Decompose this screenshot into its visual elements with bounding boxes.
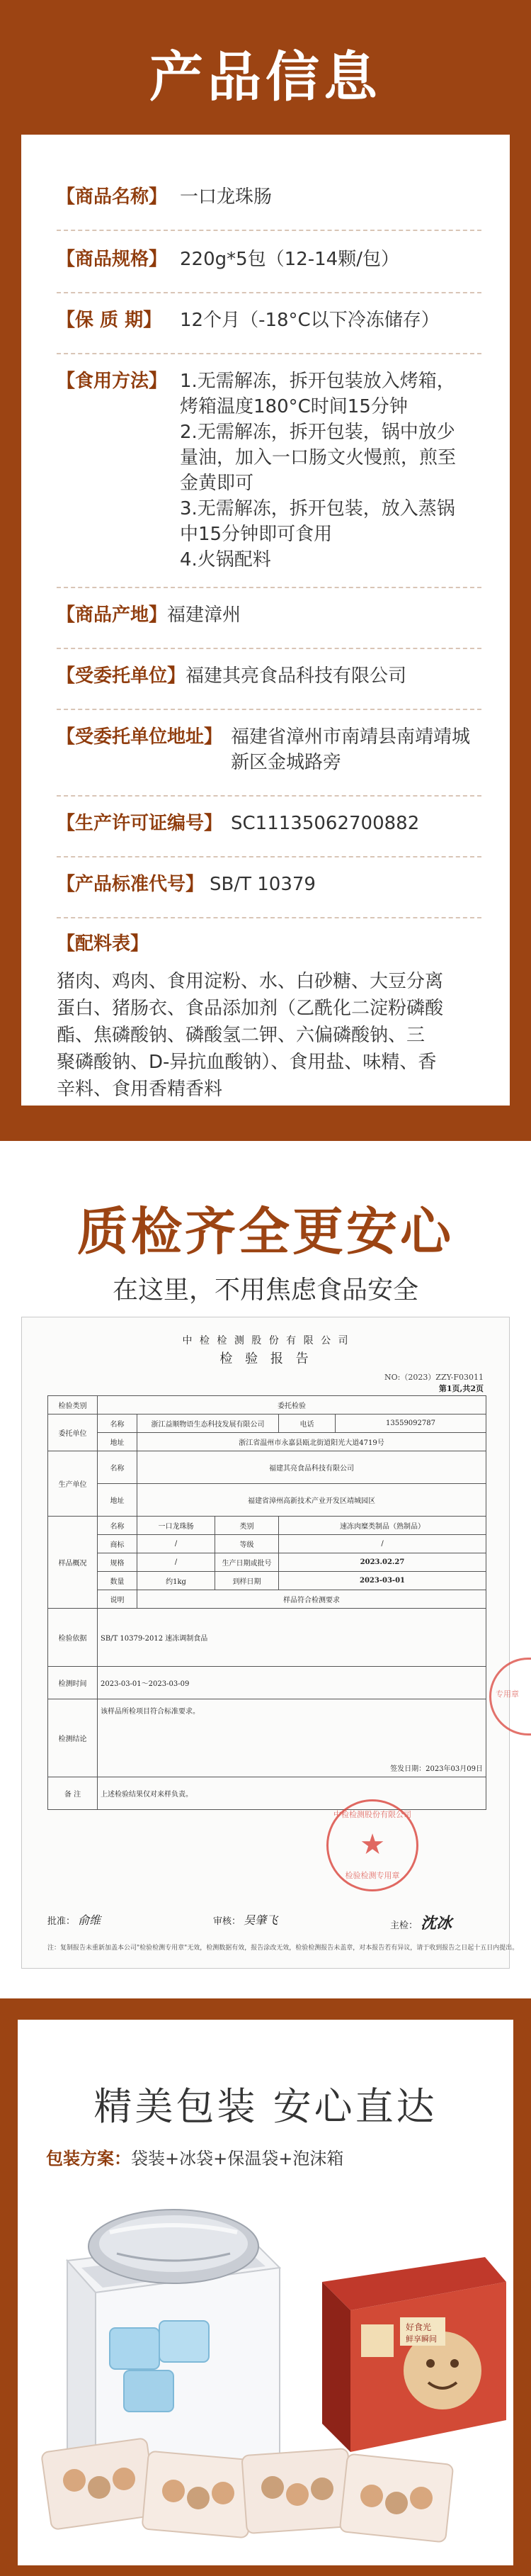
report-footnote: 注：复制报告未重新加盖本公司"检验检测专用章"无效，检测数据有效，报告涂改无效，检验检测报告未盖章，对本报告若有异议，请于收到报告之日起十五日内提出。: [47, 1945, 519, 1952]
approver-signature: 批准： 俞维: [47, 1913, 101, 1927]
divider: [57, 856, 481, 857]
quality-title: 质检齐全更安心: [76, 1202, 454, 1261]
box-sublabel: 鲜享瞬间: [406, 2334, 437, 2344]
info-key: 【商品规格】: [57, 249, 168, 270]
report-number: NO:（2023）ZZY-F03011: [384, 1373, 484, 1382]
divider: [57, 709, 481, 710]
divider: [57, 917, 481, 918]
inspection-report-image: [21, 1317, 519, 1969]
report-table: 检验类别 委托检验 委托单位 名称 浙江益顺物语生态科技发展有限公司 电话 13559092787 地址 浙江省温州市永嘉县瓯北街道阳光大道4719号 生产单位 名称 福建其亮食品科技有限公司 地址 福建省漳州高新技术产业开发区靖城园区 样品概况 名称 一口龙珠肠 类别 速冻肉糜类制品（熟制品） 商标 / 等级 / 规格 / 生产日期或批号 2023.02.27 数量 约1kg 到样日期 2023-03-01 说明 样品符合检测要求 检验依据 SB/T 10379-2012 速冻调制食品 检测时间 2023-03-01～2023-03-09 检测结论 该样品所检项目符合标准要求。 签发日期：2023年03月09日 备 注 上述检验结果仅对来样负责。: [47, 1395, 486, 1810]
divider: [57, 292, 481, 293]
info-value: 一口龙珠肠: [180, 186, 273, 208]
info-key: 【生产许可证编号】: [57, 813, 223, 834]
info-value: 福建漳州: [167, 604, 241, 626]
ingredients-key: 【配料表】: [57, 933, 149, 955]
reviewer-signature: 审核： 吴肇飞: [213, 1913, 278, 1927]
product-info-card: [21, 135, 510, 1106]
info-key: 【保 质 期】: [57, 310, 162, 331]
info-value: 220g*5包（12-14颗/包）: [180, 249, 399, 270]
packaging-scheme: 包装方案：袋装+冰袋+保温袋+泡沫箱: [46, 2149, 344, 2169]
packaging-card: [18, 2020, 513, 2565]
insulation-bag-image: [88, 2210, 258, 2283]
packaging-illustration: [18, 2176, 513, 2565]
info-key: 【受委托单位地址】: [57, 726, 223, 748]
info-value: SC11135062700882: [231, 813, 420, 834]
info-key: 【产品标准代号】: [57, 874, 205, 895]
quality-subtitle: 在这里，不用焦虑食品安全: [112, 1276, 418, 1305]
info-key: 【商品名称】: [57, 186, 168, 208]
product-info-title: 产品信息: [149, 45, 382, 108]
ingredients-text: 猪肉、鸡肉、食用淀粉、水、白砂糖、大豆分离 蛋白、猪肠衣、食品添加剂（乙酰化二淀粉磷酸 酯、焦磷酸钠、磷酸氢二钾、六偏磷酸钠、三 聚磷酸钠、D-异抗血酸钠）、食用盐、味精、香 辛料、食用香精香料: [57, 971, 444, 1100]
info-value: 1.无需解冻，拆开包装放入烤箱， 烤箱温度180°C时间15分钟 2.无需解冻，拆开包装，锅中放少 量油，加入一口肠文火慢煎，煎至 金黄即可 3.无需解冻，拆开包装，放入蒸锅 中15分钟即可食用 4.火锅配料: [180, 371, 457, 570]
divider: [57, 230, 481, 231]
divider: [57, 648, 481, 649]
gift-box-image: [322, 2257, 506, 2452]
packaging-title: 精美包装 安心直达: [93, 2084, 438, 2129]
quality-section: [0, 1141, 531, 1998]
info-key: 【受委托单位】: [57, 665, 186, 687]
info-value: SB/T 10379: [210, 874, 316, 895]
info-value: 12个月（-18°C以下冷冻储存）: [180, 310, 440, 331]
info-key: 【食用方法】: [57, 371, 168, 392]
info-key: 【商品产地】: [57, 604, 168, 626]
tester-signature: 主检： 沈冰: [390, 1914, 452, 1933]
info-value: 福建省漳州市南靖县南靖靖城 新区金城路旁: [231, 726, 471, 773]
box-label: 好食光: [406, 2322, 432, 2332]
star-icon: ★: [360, 1828, 385, 1861]
divider: [57, 795, 481, 797]
product-info-section: [0, 0, 531, 1141]
report-org: 中 检 检 测 股 份 有 限 公 司: [182, 1335, 350, 1346]
packaging-section: [0, 1998, 531, 2576]
info-value: 福建其亮食品科技有限公司: [185, 665, 407, 687]
report-title: 检 验 报 告: [219, 1351, 313, 1366]
inspection-seal: 中检检测股份有限公司 ★ 检验检测专用章: [326, 1799, 418, 1891]
report-page: 第1页,共2页: [438, 1384, 484, 1393]
divider: [57, 587, 481, 588]
side-seal: 专用章: [489, 1658, 531, 1736]
divider: [57, 353, 481, 354]
